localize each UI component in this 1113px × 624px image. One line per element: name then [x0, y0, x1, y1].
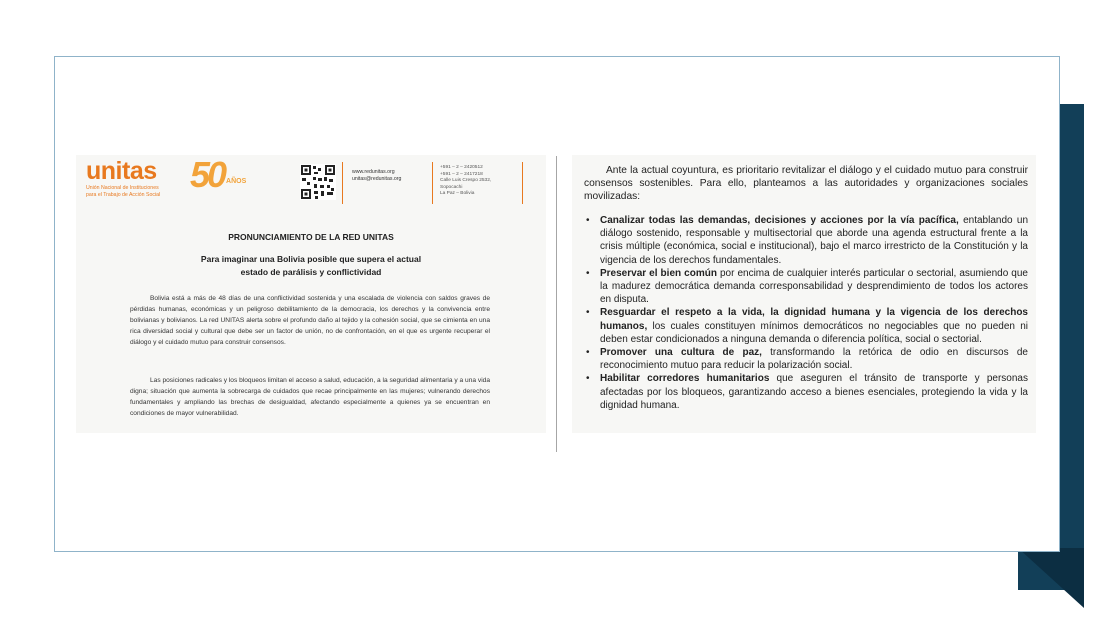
- document-title: PRONUNCIAMIENTO DE LA RED UNITAS: [228, 232, 394, 242]
- logo-subtitle: Unión Nacional de Instituciones para el Trabajo de Acción Social: [86, 185, 161, 198]
- qr-code-icon: [300, 164, 336, 200]
- anniversary-badge: [190, 157, 246, 193]
- demands-list: [584, 214, 1028, 412]
- logo-wordmark: unitas: [86, 157, 157, 185]
- list-item: • Canalizar todas las demandas, decisiones y acciones por la vía pacífica, entablando un diálogo sostenido, responsable y multisectorial que aborde una agenda estructural frente a la crisis múltiple (económica, social e institucional), bajo el marco irrestricto de la Constitución y la vigencia de los derechos fundamentales.: [586, 215, 1029, 266]
- website-link[interactable]: www.redunitas.org: [352, 169, 395, 175]
- document-subtitle: Para imaginar una Bolivia posible que supera el actual estado de parálisis y conflictividad: [200, 254, 422, 277]
- document-page-right: [572, 155, 1036, 433]
- anniversary-word: AÑOS: [226, 178, 247, 185]
- paragraph-1: Bolivia está a más de 48 días de una conflictividad sostenida y una escalada de violencia con saldos graves de pérdidas humanas, económicas y un peligroso debilitamiento de la democracia, los derechos y la convivencia entre bolivianas y bolivianos. La red UNITAS alerta sobre el profundo daño al tejido y la cohesión social, que se cimienta en una rica diversidad social y cultural que debe ser un factor de unión, no de confrontación, en el que es urgente recuperar el diálogo y el cuidado mutuo para construir consensos.: [130, 295, 490, 346]
- bullet: •: [586, 373, 590, 385]
- header-divider: [432, 162, 433, 204]
- anniversary-number: 50: [190, 155, 225, 195]
- list-item: • Habilitar corredores humanitarios que aseguren el tránsito de transporte y personas afectadas por los bloqueos, garantizando acceso a bienes esenciales, protegiendo la vida y la dignidad humana.: [586, 373, 1028, 411]
- decorative-ribbon-fold: [1018, 548, 1084, 608]
- header-divider: [522, 162, 523, 204]
- bullet: •: [586, 267, 590, 279]
- paragraph-2: Las posiciones radicales y los bloqueos limitan el acceso a salud, educación, a la seguridad alimentaria y a una vida digna; situación que aumenta la sobrecarga de cuidados que recae principalmente en las mujeres; vulnerando derechos fundamentales y ampliando las brechas de desigualdad, afectando especialmente a quienes ya se encuentran en condiciones de mayor vulnerabilidad.: [130, 377, 490, 417]
- bullet: •: [586, 215, 590, 226]
- email-link[interactable]: unitas@redunitas.org: [352, 176, 402, 182]
- unitas-logo: [86, 159, 206, 198]
- header-divider: [342, 162, 343, 204]
- bullet: •: [586, 307, 590, 319]
- document-page-left: [76, 155, 546, 433]
- list-item: • Promover una cultura de paz, transformando la retórica de odio en discursos de reconocimiento mutuo para reducir la polarización social.: [586, 347, 1028, 372]
- page-divider: [556, 156, 557, 452]
- list-item: • Preservar el bien común por encima de cualquier interés particular o sectorial, asumiendo que la madurez democrática demanda corresponsabilidad y desprendimiento de todos los actores en disputa.: [586, 267, 1028, 306]
- contact-web: [352, 169, 401, 183]
- intro-paragraph: Ante la actual coyuntura, es prioritario revitalizar el diálogo y el cuidado mutuo para construir consensos sostenibles. Para ello, planteamos a las autoridades y organizaciones sociales movilizadas:: [584, 165, 1028, 203]
- bullet: •: [586, 347, 590, 359]
- list-item: • Resguardar el respeto a la vida, la dignidad humana y la vigencia de los derechos humanos, los cuales constituyen mínimos democráticos no negociables que no pueden ni deben estar condicionados a ninguna demanda o diferencia política, social o sectorial.: [586, 307, 1028, 345]
- contact-address: +591 – 2 – 2420512 +591 – 2 – 2417218 Calle Luis Crespo 2532, Sopocachi La Paz – Bolivia: [440, 165, 492, 197]
